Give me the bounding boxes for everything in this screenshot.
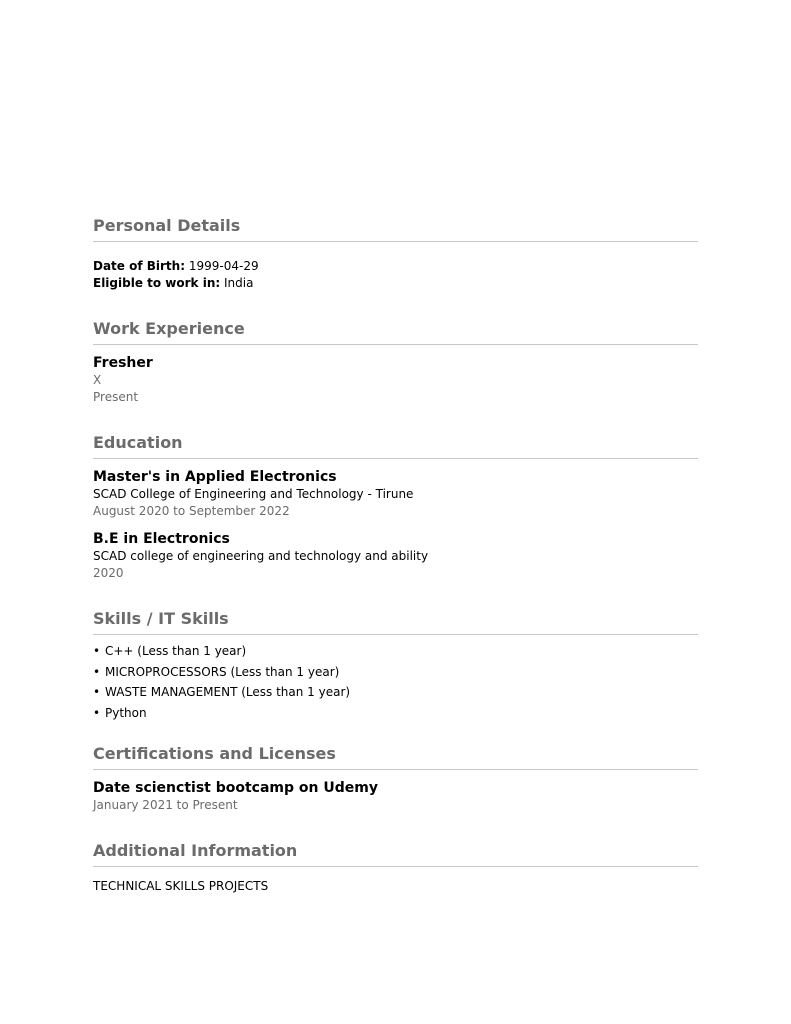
skill-item: • WASTE MANAGEMENT (Less than 1 year)	[93, 682, 698, 703]
certification-title: Date scienctist bootcamp on Udemy	[93, 780, 378, 796]
skills-heading: Skills / IT Skills	[93, 609, 698, 635]
work-experience-entry	[93, 355, 698, 406]
school-name: SCAD college of engineering and technology and ability	[93, 549, 429, 563]
personal-details-section	[93, 216, 698, 292]
job-company: X	[93, 373, 102, 387]
job-title: Fresher	[93, 355, 153, 371]
skills-section	[93, 609, 698, 723]
additional-information-heading: Additional Information	[93, 841, 698, 867]
skills-list	[93, 641, 698, 723]
degree-title: B.E in Electronics	[93, 531, 230, 547]
education-section	[93, 433, 698, 582]
skill-item: • MICROPROCESSORS (Less than 1 year)	[93, 662, 698, 683]
degree-title: Master's in Applied Electronics	[93, 469, 337, 485]
eligible-to-work-label: Eligible to work in:	[93, 276, 221, 290]
certification-dates: January 2021 to Present	[93, 798, 238, 812]
certification-entry	[93, 780, 698, 814]
date-of-birth-label: Date of Birth:	[93, 259, 186, 273]
education-entry	[93, 469, 698, 520]
work-experience-section	[93, 319, 698, 406]
certifications-section	[93, 744, 698, 814]
skill-item: • C++ (Less than 1 year)	[93, 641, 698, 662]
eligible-to-work-value: India	[224, 276, 254, 290]
education-dates: 2020	[93, 566, 124, 580]
additional-information-text: TECHNICAL SKILLS PROJECTS	[93, 879, 269, 893]
date-of-birth-row	[93, 258, 698, 275]
eligible-to-work-row	[93, 275, 698, 292]
certifications-heading: Certifications and Licenses	[93, 744, 698, 770]
date-of-birth-value: 1999-04-29	[188, 259, 259, 273]
personal-details-heading: Personal Details	[93, 216, 698, 242]
additional-information-section	[93, 841, 698, 895]
education-heading: Education	[93, 433, 698, 459]
school-name: SCAD College of Engineering and Technology - Tirune	[93, 487, 414, 501]
job-dates: Present	[93, 390, 139, 404]
work-experience-heading: Work Experience	[93, 319, 698, 345]
education-entry	[93, 531, 698, 582]
skill-item: • Python	[93, 703, 698, 724]
education-dates: August 2020 to September 2022	[93, 504, 290, 518]
